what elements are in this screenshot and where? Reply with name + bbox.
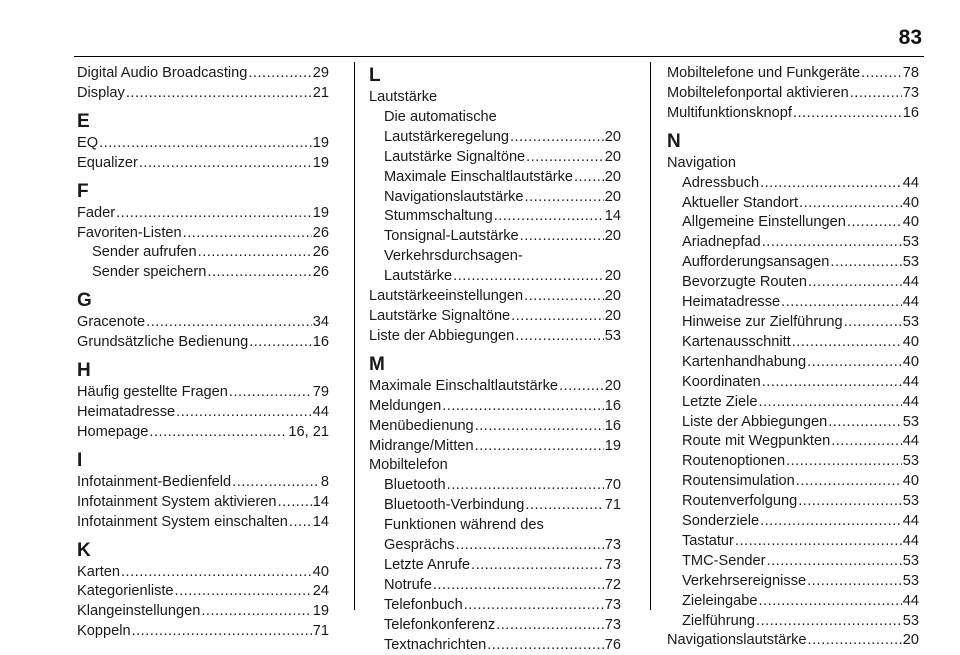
entry-term: Sonderziele <box>682 513 760 530</box>
entry-page-ref: 20 <box>604 307 621 324</box>
index-subentry <box>667 572 919 592</box>
entry-page-ref: 44 <box>902 174 919 191</box>
entry-page-ref: 16 <box>604 397 621 414</box>
dot-leader <box>198 243 312 263</box>
entry-term: Klangeinstellungen <box>77 603 201 620</box>
index-letter-heading: K <box>77 539 91 561</box>
dot-leader <box>799 194 902 214</box>
entry-page-ref: 20 <box>604 288 621 305</box>
dot-leader <box>207 263 311 283</box>
dot-leader <box>524 287 604 307</box>
index-entry <box>77 423 329 443</box>
entry-page-ref: 76 <box>604 636 621 653</box>
entry-term: Multifunktionsknopf <box>667 104 792 121</box>
entry-term: TMC-Sender <box>682 552 766 569</box>
index-subentry <box>667 413 919 433</box>
entry-page-ref: 40 <box>902 333 919 350</box>
entry-page-ref: 26 <box>312 264 329 281</box>
dot-leader <box>456 536 604 556</box>
index-entry <box>77 84 329 104</box>
entry-page-ref: 20 <box>604 268 621 285</box>
entry-term: Bluetooth <box>384 477 446 494</box>
index-entry-label: Mobiltelefon <box>369 457 448 474</box>
entry-term: Menübedienung <box>369 417 474 434</box>
entry-term: Digital Audio Broadcasting <box>77 65 248 81</box>
index-entry <box>667 104 919 124</box>
entry-page-ref: 40 <box>312 563 329 580</box>
index-entry <box>77 224 329 244</box>
entry-term: Routenoptionen <box>682 453 786 470</box>
index-subentry <box>667 253 919 273</box>
entry-page-ref: 26 <box>312 244 329 261</box>
entry-page-ref: 53 <box>902 552 919 569</box>
index-subentry <box>667 612 919 632</box>
dot-leader <box>464 596 604 616</box>
column-divider <box>650 62 651 610</box>
entry-term: Homepage <box>77 423 149 440</box>
entry-page-ref: 73 <box>604 537 621 554</box>
dot-leader <box>525 496 603 516</box>
entry-term: Zieleingabe <box>682 592 758 609</box>
entry-page-ref: 8 <box>320 473 329 490</box>
entry-term: Koordinaten <box>682 373 761 390</box>
index-entry <box>77 313 329 333</box>
entry-term: Kartenhandhabung <box>682 353 807 370</box>
dot-leader <box>520 227 604 247</box>
dot-leader <box>471 556 604 576</box>
index-subentry <box>369 556 621 576</box>
entry-term: Maximale Einschaltlautstärke <box>369 377 558 394</box>
dot-leader <box>807 353 902 373</box>
index-entry <box>77 513 329 533</box>
entry-term: Tonsignal-Lautstärke <box>384 228 519 245</box>
entry-page-ref: 72 <box>604 576 621 593</box>
index-letter-heading: L <box>369 65 381 86</box>
entry-term: Koppeln <box>77 623 131 640</box>
dot-leader <box>175 582 312 602</box>
index-subentry <box>369 168 621 188</box>
index-subentry <box>369 188 621 208</box>
dot-leader <box>559 377 604 397</box>
dot-leader <box>796 472 902 492</box>
index-subentry <box>369 128 621 148</box>
entry-term: Lautstärkeeinstellungen <box>369 288 524 305</box>
index-subentry <box>369 476 621 496</box>
column-divider <box>354 62 355 610</box>
dot-leader <box>781 293 902 313</box>
index-entry <box>77 563 329 583</box>
entry-page-ref: 19 <box>604 437 621 454</box>
entry-page-ref: 79 <box>312 384 329 401</box>
entry-page-ref: 73 <box>604 596 621 613</box>
index-subentry <box>369 616 621 636</box>
index-subentry <box>667 333 919 353</box>
entry-term: Liste der Abbiegungen <box>369 327 515 344</box>
entry-term: Fader <box>77 204 116 221</box>
index-entry <box>77 64 329 84</box>
entry-page-ref: 16 <box>312 334 329 351</box>
dot-leader <box>201 602 311 622</box>
entry-term: Telefonkonferenz <box>384 616 496 633</box>
dot-leader <box>808 631 902 651</box>
index-letter-heading: I <box>77 449 83 471</box>
entry-page-ref: 40 <box>902 214 919 231</box>
entry-page-ref: 40 <box>902 473 919 490</box>
entry-page-ref: 44 <box>902 532 919 549</box>
dot-leader <box>248 64 311 84</box>
index-letter-heading: G <box>77 290 92 312</box>
entry-term: Bluetooth-Verbindung <box>384 497 525 514</box>
index-subentry <box>667 592 919 612</box>
entry-page-ref: 20 <box>604 377 621 394</box>
dot-leader <box>831 432 902 452</box>
entry-term: Lautstärke Signaltöne <box>369 307 511 324</box>
index-letter-heading: M <box>369 353 385 375</box>
entry-term: Tastatur <box>682 532 734 549</box>
entry-term: Häufig gestellte Fragen <box>77 384 228 401</box>
index-subentry <box>667 313 919 333</box>
index-subentry <box>369 596 621 616</box>
entry-page-ref: 53 <box>902 413 919 430</box>
dot-leader <box>229 383 312 403</box>
entry-term: Maximale Einschaltlautstärke <box>384 168 573 185</box>
index-column-2 <box>369 64 621 655</box>
dot-leader <box>758 393 901 413</box>
index-subentry <box>369 636 621 655</box>
index-subentry <box>667 233 919 253</box>
index-subentry <box>369 536 621 556</box>
dot-leader <box>756 612 902 632</box>
dot-leader <box>762 233 902 253</box>
entry-term: Heimatadresse <box>682 294 781 311</box>
entry-page-ref: 73 <box>604 616 621 633</box>
index-entry-label: Navigation <box>667 154 736 171</box>
entry-term: Navigationslautstärke <box>384 188 524 205</box>
dot-leader <box>861 64 902 84</box>
index-subentry <box>667 174 919 194</box>
index-subentry <box>667 532 919 552</box>
index-entry <box>77 473 329 493</box>
entry-page-ref: 20 <box>604 148 621 165</box>
dot-leader <box>176 403 312 423</box>
dot-leader <box>525 188 604 208</box>
entry-page-ref: 73 <box>902 84 919 101</box>
entry-term: Notrufe <box>384 576 432 593</box>
dot-leader <box>828 413 902 433</box>
dot-leader <box>807 572 902 592</box>
index-subentry <box>369 267 621 287</box>
index-subentry <box>77 243 329 263</box>
entry-term: Ariadnepfad <box>682 234 761 251</box>
entry-term: Mobiltelefone und Funkgeräte <box>667 65 861 81</box>
dot-leader <box>830 253 901 273</box>
index-letter-heading: E <box>77 110 90 132</box>
entry-term: Kartenausschnitt <box>682 333 791 350</box>
dot-leader <box>760 512 902 532</box>
entry-term: Meldungen <box>369 397 442 414</box>
entry-page-ref: 53 <box>902 493 919 510</box>
entry-page-ref: 21 <box>312 84 329 101</box>
dot-leader <box>289 513 312 533</box>
index-entry <box>77 333 329 353</box>
entry-term: Routenverfolgung <box>682 493 798 510</box>
entry-page-ref: 44 <box>312 403 329 420</box>
entry-page-ref: 14 <box>312 493 329 510</box>
entry-term: Liste der Abbiegungen <box>682 413 828 430</box>
dot-leader <box>183 224 312 244</box>
entry-page-ref: 16 <box>902 104 919 121</box>
index-subentry-label: Funktionen während des <box>384 517 544 534</box>
entry-term: Textnachrichten <box>384 636 487 653</box>
dot-leader <box>510 128 604 148</box>
dot-leader <box>526 148 604 168</box>
index-subentry <box>667 213 919 233</box>
entry-page-ref: 20 <box>902 632 919 649</box>
dot-leader <box>844 313 902 333</box>
entry-page-ref: 20 <box>604 188 621 205</box>
index-column-3 <box>667 64 919 651</box>
dot-leader <box>786 452 902 472</box>
dot-leader <box>793 104 902 124</box>
entry-page-ref: 34 <box>312 314 329 331</box>
entry-page-ref: 71 <box>604 497 621 514</box>
entry-term: Infotainment-Bedienfeld <box>77 473 232 490</box>
index-subentry-label: Verkehrsdurchsagen- <box>384 248 523 265</box>
index-entry <box>77 403 329 423</box>
index-subentry <box>667 373 919 393</box>
index-subentry <box>667 293 919 313</box>
entry-term: Lautstärke Signaltöne <box>384 148 526 165</box>
entry-term: Adressbuch <box>682 174 760 191</box>
dot-leader <box>149 423 287 443</box>
index-entry <box>77 582 329 602</box>
entry-term: Lautstärkeregelung <box>384 128 509 145</box>
header-rule <box>74 56 924 57</box>
entry-page-ref: 29 <box>312 65 329 81</box>
dot-leader <box>132 622 312 642</box>
entry-term: Infotainment System aktivieren <box>77 493 277 510</box>
index-entry <box>77 134 329 154</box>
entry-term: Route mit Wegpunkten <box>682 433 831 450</box>
entry-page-ref: 44 <box>902 592 919 609</box>
index-entry <box>369 437 621 457</box>
index-subentry <box>667 552 919 572</box>
entry-page-ref: 53 <box>604 327 621 344</box>
entry-term: Gesprächs <box>384 537 455 554</box>
entry-page-ref: 53 <box>902 313 919 330</box>
entry-page-ref: 53 <box>902 234 919 251</box>
dot-leader <box>447 476 604 496</box>
dot-leader <box>511 307 604 327</box>
entry-term: Allgemeine Einstellungen <box>682 214 846 231</box>
entry-page-ref: 24 <box>312 583 329 600</box>
entry-page-ref: 16, 21 <box>288 423 329 440</box>
entry-page-ref: 19 <box>312 603 329 620</box>
entry-page-ref: 70 <box>604 477 621 494</box>
dot-leader <box>735 532 902 552</box>
index-entry <box>369 327 621 347</box>
entry-page-ref: 53 <box>902 572 919 589</box>
entry-term: Letzte Anrufe <box>384 556 471 573</box>
dot-leader <box>487 636 604 655</box>
entry-term: Kategorienliste <box>77 583 174 600</box>
index-subentry <box>667 512 919 532</box>
index-subentry <box>369 227 621 247</box>
dot-leader <box>139 154 312 174</box>
dot-leader <box>762 373 902 393</box>
index-entry <box>77 493 329 513</box>
entry-page-ref: 16 <box>604 417 621 434</box>
dot-leader <box>121 563 312 583</box>
index-subentry <box>369 496 621 516</box>
dot-leader <box>792 333 902 353</box>
index-subentry <box>667 452 919 472</box>
entry-page-ref: 73 <box>604 556 621 573</box>
entry-term: Mobiltelefonportal aktivieren <box>667 84 849 101</box>
index-entry <box>77 383 329 403</box>
entry-term: Aktueller Standort <box>682 194 799 211</box>
index-subentry <box>667 273 919 293</box>
entry-term: Infotainment System einschalten <box>77 513 288 530</box>
index-subentry <box>667 393 919 413</box>
dot-leader <box>475 417 604 437</box>
entry-page-ref: 14 <box>312 513 329 530</box>
entry-term: Zielführung <box>682 612 756 629</box>
entry-page-ref: 40 <box>902 194 919 211</box>
index-entry <box>369 377 621 397</box>
entry-term: Hinweise zur Zielführung <box>682 313 843 330</box>
dot-leader <box>146 313 312 333</box>
index-entry <box>369 397 621 417</box>
entry-page-ref: 40 <box>902 353 919 370</box>
index-subentry <box>369 148 621 168</box>
index-entry <box>369 287 621 307</box>
index-subentry <box>667 194 919 214</box>
index-letter-heading: N <box>667 130 681 152</box>
entry-term: Verkehrsereignisse <box>682 572 807 589</box>
index-subentry <box>369 576 621 596</box>
dot-leader <box>515 327 604 347</box>
index-column-1 <box>77 64 329 642</box>
index-subentry <box>77 263 329 283</box>
entry-page-ref: 53 <box>902 254 919 271</box>
entry-term: Letzte Ziele <box>682 393 758 410</box>
dot-leader <box>442 397 604 417</box>
page-number: 83 <box>898 26 922 49</box>
entry-page-ref: 71 <box>312 623 329 640</box>
index-subentry <box>667 432 919 452</box>
entry-page-ref: 20 <box>604 168 621 185</box>
dot-leader <box>126 84 312 104</box>
dot-leader <box>767 552 902 572</box>
entry-term: Telefonbuch <box>384 596 463 613</box>
entry-page-ref: 19 <box>312 134 329 151</box>
dot-leader <box>475 437 604 457</box>
entry-page-ref: 20 <box>604 128 621 145</box>
dot-leader <box>847 213 902 233</box>
entry-term: Gracenote <box>77 314 146 331</box>
entry-term: Navigationslautstärke <box>667 632 807 649</box>
dot-leader <box>808 273 902 293</box>
index-entry-label: Lautstärke <box>369 89 438 105</box>
entry-term: Display <box>77 84 125 101</box>
entry-page-ref: 44 <box>902 433 919 450</box>
entry-page-ref: 53 <box>902 612 919 629</box>
entry-term: Grundsätzliche Bedienung <box>77 334 249 351</box>
entry-term: Stummschaltung <box>384 208 493 225</box>
index-entry <box>667 64 919 84</box>
entry-page-ref: 44 <box>902 393 919 410</box>
entry-page-ref: 44 <box>902 274 919 291</box>
index-letter-heading: H <box>77 360 91 382</box>
entry-page-ref: 19 <box>312 154 329 171</box>
index-entry <box>77 154 329 174</box>
entry-term: Karten <box>77 563 120 580</box>
entry-page-ref: 44 <box>902 294 919 311</box>
dot-leader <box>798 492 902 512</box>
dot-leader <box>232 473 320 493</box>
index-subentry <box>369 207 621 227</box>
dot-leader <box>249 333 312 353</box>
entry-term: Favoriten-Listen <box>77 224 182 241</box>
entry-page-ref: 19 <box>312 204 329 221</box>
index-subentry <box>667 492 919 512</box>
dot-leader <box>574 168 604 188</box>
index-subentry <box>667 353 919 373</box>
entry-term: Sender aufrufen <box>92 244 197 261</box>
dot-leader <box>433 576 604 596</box>
index-entry <box>77 602 329 622</box>
dot-leader <box>850 84 902 104</box>
index-subentry <box>667 472 919 492</box>
entry-term: Routensimulation <box>682 473 795 490</box>
index-entry <box>77 204 329 224</box>
dot-leader <box>453 267 604 287</box>
entry-page-ref: 44 <box>902 513 919 530</box>
dot-leader <box>496 616 604 636</box>
index-entry <box>667 84 919 104</box>
entry-page-ref: 53 <box>902 453 919 470</box>
entry-term: Heimatadresse <box>77 403 176 420</box>
entry-term: Equalizer <box>77 154 138 171</box>
dot-leader <box>278 493 312 513</box>
entry-term: Sender speichern <box>92 264 207 281</box>
dot-leader <box>760 174 902 194</box>
entry-term: Midrange/Mitten <box>369 437 474 454</box>
index-entry <box>77 622 329 642</box>
index-entry <box>667 631 919 651</box>
entry-term: EQ <box>77 134 99 151</box>
entry-term: Aufforderungsansagen <box>682 254 830 271</box>
entry-page-ref: 26 <box>312 224 329 241</box>
entry-term: Lautstärke <box>384 268 453 285</box>
dot-leader <box>494 207 604 227</box>
index-entry <box>369 417 621 437</box>
entry-page-ref: 44 <box>902 373 919 390</box>
entry-page-ref: 78 <box>902 65 919 81</box>
dot-leader <box>758 592 901 612</box>
dot-leader <box>116 204 312 224</box>
entry-term: Bevorzugte Routen <box>682 274 807 291</box>
dot-leader <box>99 134 312 154</box>
index-entry <box>369 307 621 327</box>
entry-page-ref: 14 <box>604 208 621 225</box>
index-subentry-label: Die automatische <box>384 108 497 125</box>
entry-page-ref: 20 <box>604 228 621 245</box>
index-letter-heading: F <box>77 180 89 202</box>
